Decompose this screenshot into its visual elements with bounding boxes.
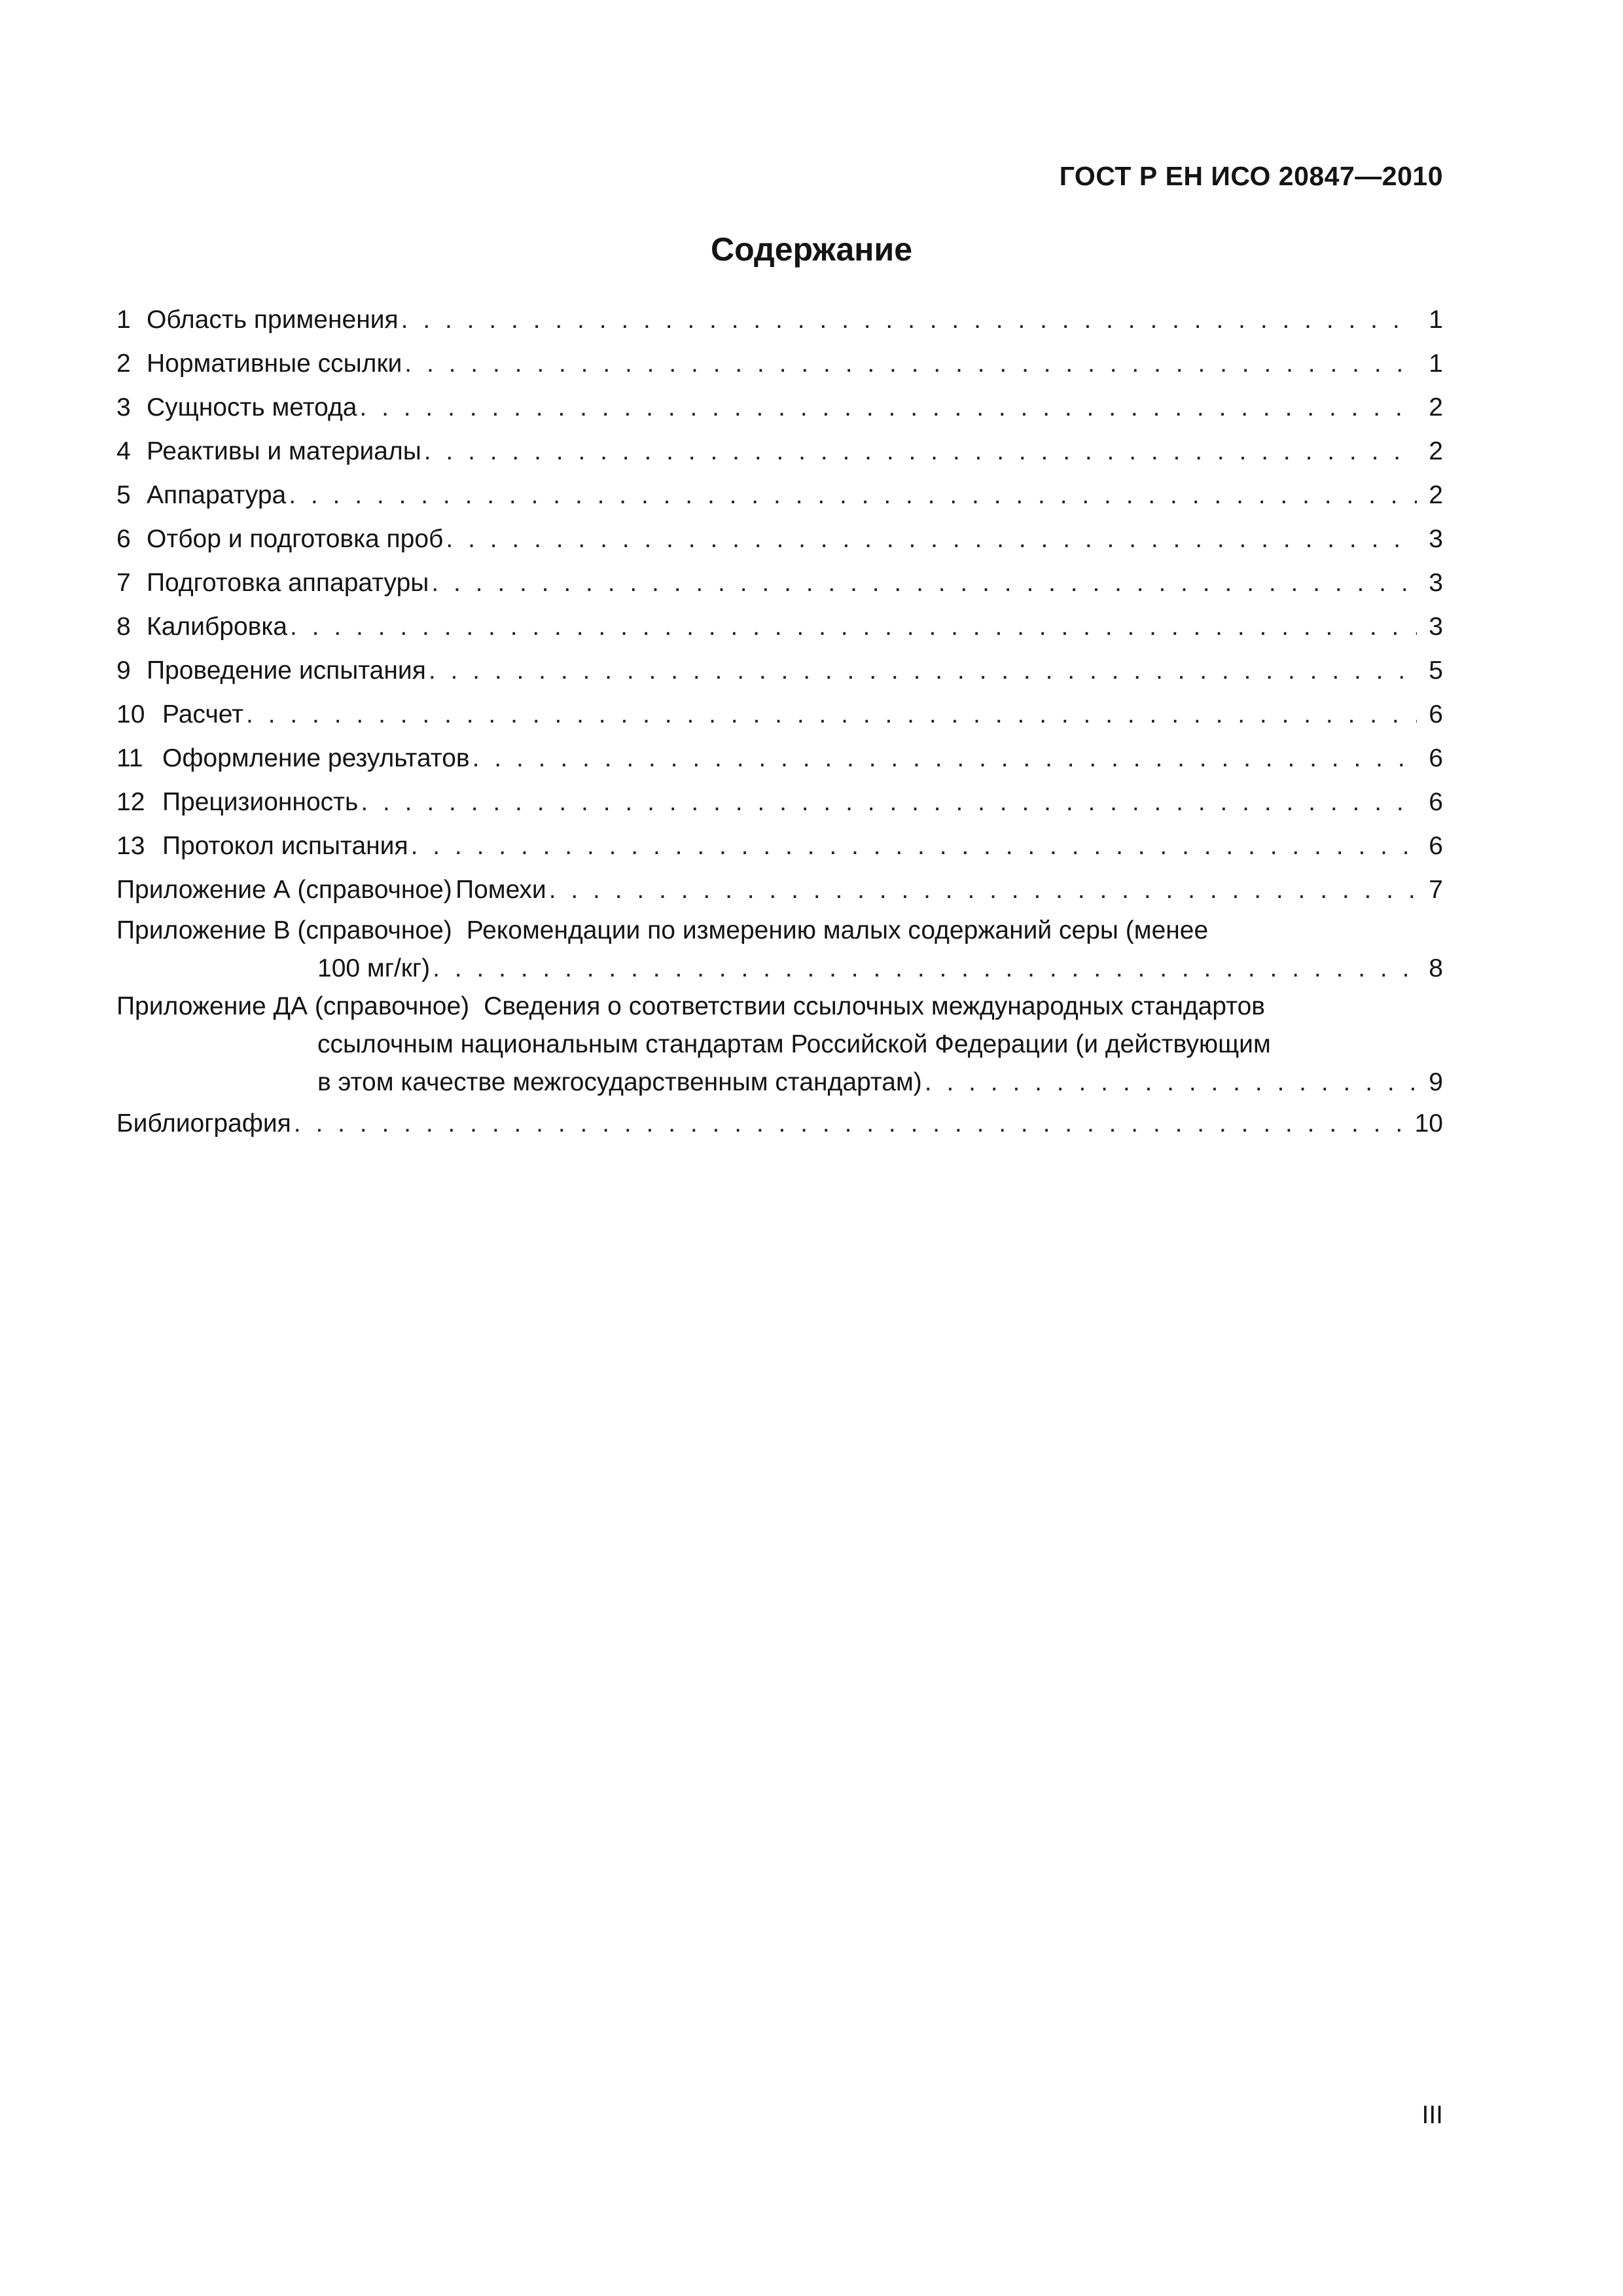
toc-entry-label: Область применения — [147, 306, 399, 334]
toc-entry-annex-da[interactable] — [116, 988, 1443, 1102]
toc-entry-number: 5 — [116, 481, 131, 509]
dot-leader — [424, 429, 1417, 473]
toc-entry-number: 10 — [116, 700, 145, 728]
toc-entry-label: Прецизионность — [162, 788, 359, 816]
dot-leader — [411, 824, 1417, 868]
toc-entry-number: 8 — [116, 613, 131, 641]
toc-entry-label: Нормативные ссылки — [147, 350, 402, 378]
toc-entry-label-line: ссылочным национальным стандартам Российской Федерации (и действующим — [317, 1030, 1271, 1058]
toc-entry-2[interactable] — [116, 342, 1443, 386]
dot-leader — [246, 692, 1417, 736]
dot-leader — [549, 868, 1417, 912]
toc-entry-page: 3 — [1429, 525, 1443, 553]
dot-leader — [431, 561, 1417, 605]
toc-entry-page: 9 — [1429, 1068, 1443, 1096]
toc-entry-number: 7 — [116, 569, 131, 597]
toc-entry-label: Библиография — [116, 1109, 291, 1138]
dot-leader — [361, 780, 1417, 824]
toc-entry-number: 3 — [116, 393, 131, 422]
toc-entry-number: 1 — [116, 306, 131, 334]
toc-entry-page: 6 — [1429, 744, 1443, 772]
toc-entry-13[interactable] — [116, 824, 1443, 868]
toc-entry-number: 2 — [116, 350, 131, 378]
toc-entry-page: 6 — [1429, 700, 1443, 728]
toc-entry-label: Помехи — [455, 876, 546, 904]
toc-entry-number: 11 — [116, 744, 143, 772]
toc-entry-page: 1 — [1429, 306, 1443, 334]
toc-entry-label-line: в этом качестве межгосударственным стандартам) — [317, 1068, 922, 1096]
toc-entry-page: 2 — [1429, 437, 1443, 465]
toc-entry-bibliography[interactable] — [116, 1102, 1443, 1145]
toc-entry-page: 3 — [1429, 569, 1443, 597]
toc-entry-label: Протокол испытания — [162, 832, 408, 860]
toc-entry-label: Подготовка аппаратуры — [147, 569, 429, 597]
toc-entry-number: 9 — [116, 656, 131, 685]
dot-leader — [429, 649, 1417, 692]
toc-entry-page: 2 — [1429, 481, 1443, 509]
document-designation: ГОСТ Р ЕН ИСО 20847—2010 — [1059, 161, 1443, 191]
toc-title: Содержание — [710, 231, 913, 268]
toc-entry-label: Расчет — [162, 700, 244, 728]
toc-entry-11[interactable] — [116, 736, 1443, 780]
dot-leader — [401, 298, 1417, 342]
toc-entry-label: Проведение испытания — [147, 656, 426, 685]
dot-leader — [473, 736, 1417, 780]
dot-leader — [359, 386, 1417, 429]
toc-entry-7[interactable] — [116, 561, 1443, 605]
dot-leader — [294, 1102, 1408, 1145]
toc-entry-page: 6 — [1429, 788, 1443, 816]
toc-entry-4[interactable] — [116, 429, 1443, 473]
toc-entry-page: 8 — [1429, 954, 1443, 982]
toc-entry-10[interactable] — [116, 692, 1443, 736]
dot-leader — [404, 342, 1417, 386]
annex-prefix: Приложение В (справочное) — [116, 916, 452, 944]
toc-entry-annex-b[interactable] — [116, 912, 1443, 988]
toc-entry-9[interactable] — [116, 649, 1443, 692]
toc-entry-label-line: Рекомендации по измерению малых содержаний серы (менее — [466, 916, 1209, 944]
toc-entry-label: Реактивы и материалы — [147, 437, 421, 465]
toc-entry-number: 6 — [116, 525, 131, 553]
dot-leader — [290, 605, 1417, 649]
toc-entry-label: Отбор и подготовка проб — [147, 525, 444, 553]
toc-entry-annex-a[interactable] — [116, 868, 1443, 912]
toc-entry-3[interactable] — [116, 386, 1443, 429]
annex-prefix: Приложение А (справочное) — [116, 876, 452, 904]
toc-entry-5[interactable] — [116, 473, 1443, 517]
toc-entry-1[interactable] — [116, 298, 1443, 342]
toc-entry-number: 13 — [116, 832, 145, 860]
table-of-contents — [116, 298, 1443, 1145]
toc-entry-page: 1 — [1429, 350, 1443, 378]
toc-entry-page: 6 — [1429, 832, 1443, 860]
dot-leader — [925, 1064, 1417, 1102]
toc-entry-6[interactable] — [116, 517, 1443, 561]
toc-entry-label: Аппаратура — [147, 481, 287, 509]
annex-prefix: Приложение ДА (справочное) — [116, 992, 470, 1020]
toc-entry-page: 5 — [1429, 656, 1443, 685]
toc-entry-label: Оформление результатов — [162, 744, 470, 772]
toc-entry-label-line: Сведения о соответствии ссылочных международных стандартов — [484, 992, 1265, 1020]
toc-entry-label: Калибровка — [147, 613, 287, 641]
toc-entry-label-line: 100 мг/кг) — [317, 954, 431, 982]
toc-entry-page: 2 — [1429, 393, 1443, 422]
toc-entry-page: 3 — [1429, 613, 1443, 641]
page-number: III — [1421, 2101, 1443, 2129]
toc-entry-label: Сущность метода — [147, 393, 357, 422]
toc-entry-number: 12 — [116, 788, 145, 816]
dot-leader — [433, 950, 1417, 988]
toc-entry-12[interactable] — [116, 780, 1443, 824]
toc-entry-page: 10 — [1414, 1109, 1443, 1138]
toc-entry-number: 4 — [116, 437, 131, 465]
dot-leader — [289, 473, 1417, 517]
toc-entry-8[interactable] — [116, 605, 1443, 649]
toc-entry-page: 7 — [1429, 876, 1443, 904]
dot-leader — [446, 517, 1417, 561]
